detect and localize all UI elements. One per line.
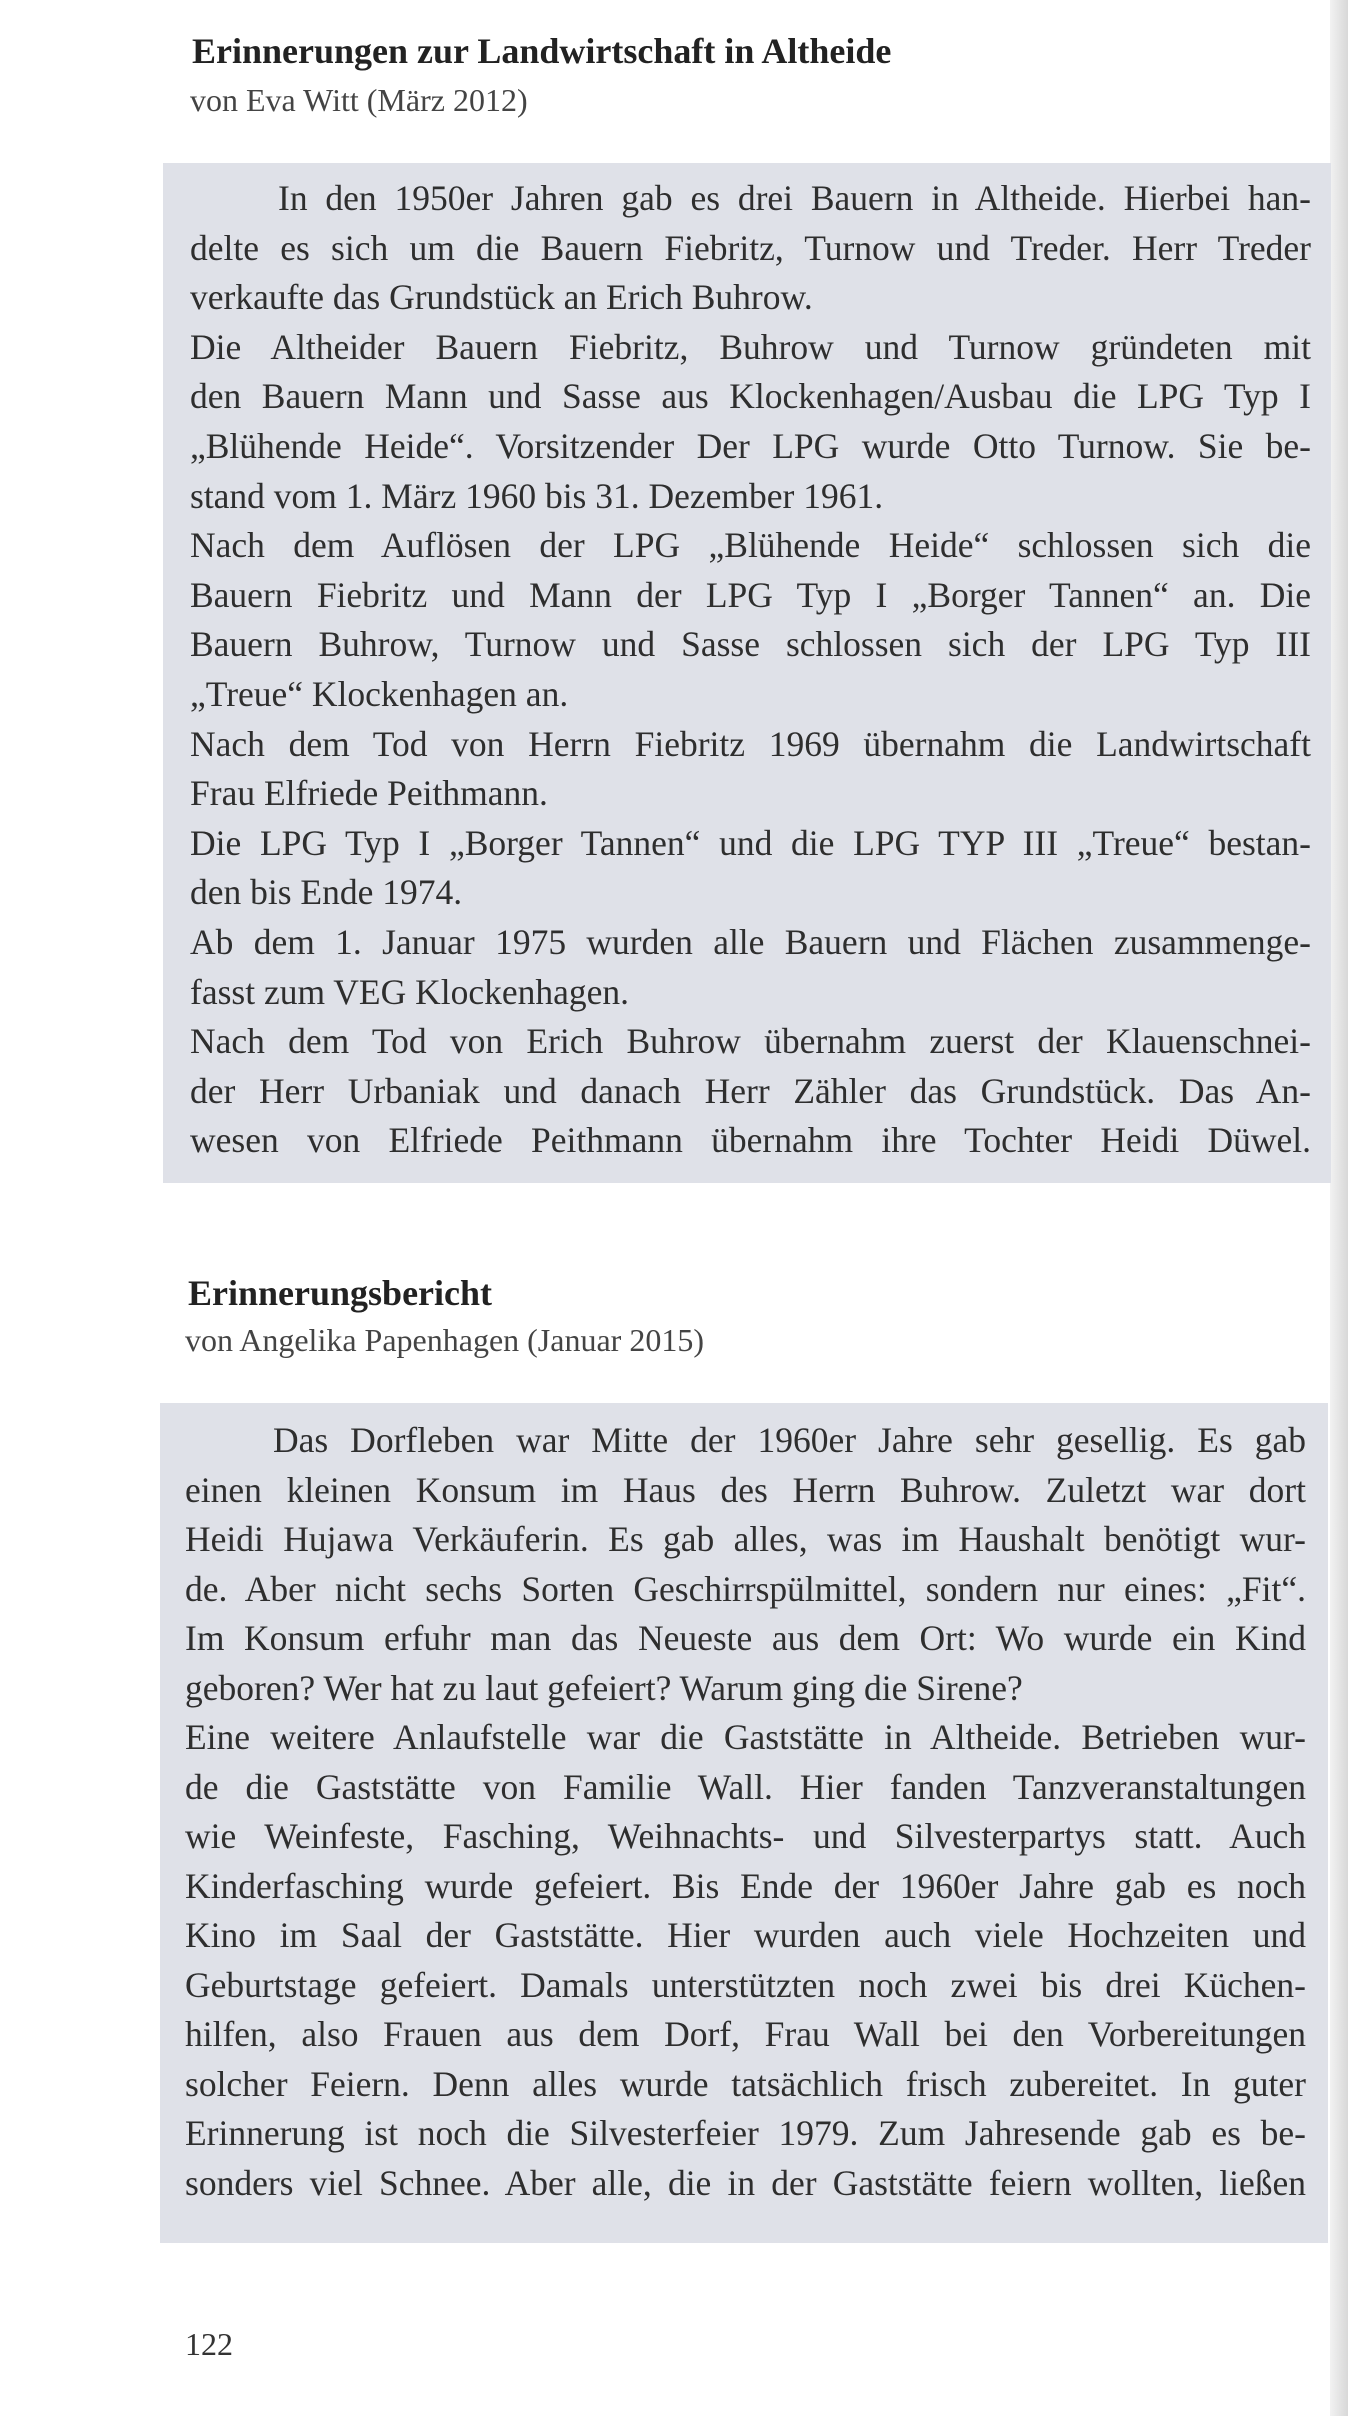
- text-line: Frau Elfriede Peithmann.: [190, 773, 548, 814]
- text-line: Im Konsum erfuhr man das Neueste aus dem Ort: Wo wurde ein Kind: [185, 1618, 1306, 1658]
- page-edge-shadow: [1330, 0, 1348, 2416]
- text-line: den bis Ende 1974.: [190, 872, 463, 913]
- text-line: Nach dem Tod von Erich Buhrow übernahm zuerst der Klauenschnei-: [190, 1021, 1311, 1062]
- text-line: delte es sich um die Bauern Fiebritz, Turnow und Treder. Herr Treder: [190, 227, 1311, 268]
- text-line: Ab dem 1. Januar 1975 wurden alle Bauern und Flächen zusammenge-: [190, 922, 1311, 962]
- text-line: de die Gaststätte von Familie Wall. Hier fanden Tanzveranstaltungen: [185, 1766, 1306, 1807]
- text-line: Das Dorfleben war Mitte der 1960er Jahre sehr gesellig. Es gab: [273, 1420, 1306, 1460]
- text-line: Erinnerung ist noch die Silvesterfeier 1979. Zum Jahresende gab es be-: [185, 2113, 1306, 2153]
- section-byline: von Angelika Papenhagen (Januar 2015): [185, 1322, 704, 1358]
- text-line: den Bauern Mann und Sasse aus Klockenhagen/Ausbau die LPG Typ I: [190, 376, 1311, 417]
- text-line: wie Weinfeste, Fasching, Weihnachts- und Silvesterpartys statt. Auch: [185, 1816, 1306, 1856]
- text-line: sonders viel Schnee. Aber alle, die in der Gaststätte feiern wollten, ließen: [185, 2162, 1306, 2203]
- text-box: [163, 163, 1331, 1183]
- text-line: der Herr Urbaniak und danach Herr Zähler das Grundstück. Das An-: [190, 1070, 1311, 1111]
- text-line: verkaufte das Grundstück an Erich Buhrow.: [190, 277, 813, 318]
- text-line: einen kleinen Konsum im Haus des Herrn Buhrow. Zuletzt war dort: [185, 1469, 1306, 1510]
- text-line: stand vom 1. März 1960 bis 31. Dezember 1961.: [190, 475, 884, 516]
- text-line: geboren? Wer hat zu laut gefeiert? Warum ging die Sirene?: [185, 1667, 1023, 1708]
- section-title: Erinnerungsbericht: [188, 1273, 493, 1313]
- text-line: Nach dem Tod von Herrn Fiebritz 1969 übernahm die Landwirtschaft: [190, 723, 1311, 764]
- text-body: [185, 1403, 1306, 2243]
- text-line: „Treue“ Klockenhagen an.: [190, 674, 569, 714]
- text-line: de. Aber nicht sechs Sorten Geschirrspülmittel, sondern nur eines: „Fit“.: [185, 1568, 1306, 1609]
- text-line: wesen von Elfriede Peithmann übernahm ihre Tochter Heidi Düwel.: [190, 1120, 1311, 1161]
- text-line: In den 1950er Jahren gab es drei Bauern in Altheide. Hierbei han-: [278, 178, 1311, 218]
- text-line: Heidi Hujawa Verkäuferin. Es gab alles, was im Haushalt benötigt wur-: [185, 1519, 1306, 1559]
- text-line: Nach dem Auflösen der LPG „Blühende Heide“ schlossen sich die: [190, 525, 1311, 566]
- section-byline: von Eva Witt (März 2012): [190, 82, 528, 118]
- text-line: fasst zum VEG Klockenhagen.: [190, 971, 630, 1012]
- text-line: hilfen, also Frauen aus dem Dorf, Frau Wall bei den Vorbereitungen: [185, 2014, 1306, 2054]
- section-title: Erinnerungen zur Landwirtschaft in Altheide: [192, 31, 892, 71]
- text-line: Geburtstage gefeiert. Damals unterstützten noch zwei bis drei Küchen-: [185, 1964, 1306, 2005]
- text-line: Kinderfasching wurde gefeiert. Bis Ende der 1960er Jahre gab es noch: [185, 1865, 1306, 1906]
- page-number: 122: [185, 2326, 233, 2362]
- text-line: Eine weitere Anlaufstelle war die Gaststätte in Altheide. Betrieben wur-: [185, 1717, 1306, 1757]
- text-line: Die LPG Typ I „Borger Tannen“ und die LPG TYP III „Treue“ bestan-: [190, 822, 1311, 863]
- text-box: [160, 1403, 1328, 2243]
- text-line: „Blühende Heide“. Vorsitzender Der LPG wurde Otto Turnow. Sie be-: [190, 426, 1311, 466]
- text-line: Bauern Fiebritz und Mann der LPG Typ I „Borger Tannen“ an. Die: [190, 574, 1311, 615]
- text-body: [190, 163, 1311, 1183]
- text-line: Bauern Buhrow, Turnow und Sasse schlossen sich der LPG Typ III: [190, 624, 1311, 665]
- text-line: Die Altheider Bauern Fiebritz, Buhrow und Turnow gründeten mit: [190, 326, 1311, 367]
- text-line: solcher Feiern. Denn alles wurde tatsächlich frisch zubereitet. In guter: [185, 2063, 1306, 2104]
- text-line: Kino im Saal der Gaststätte. Hier wurden auch viele Hochzeiten und: [185, 1915, 1306, 1955]
